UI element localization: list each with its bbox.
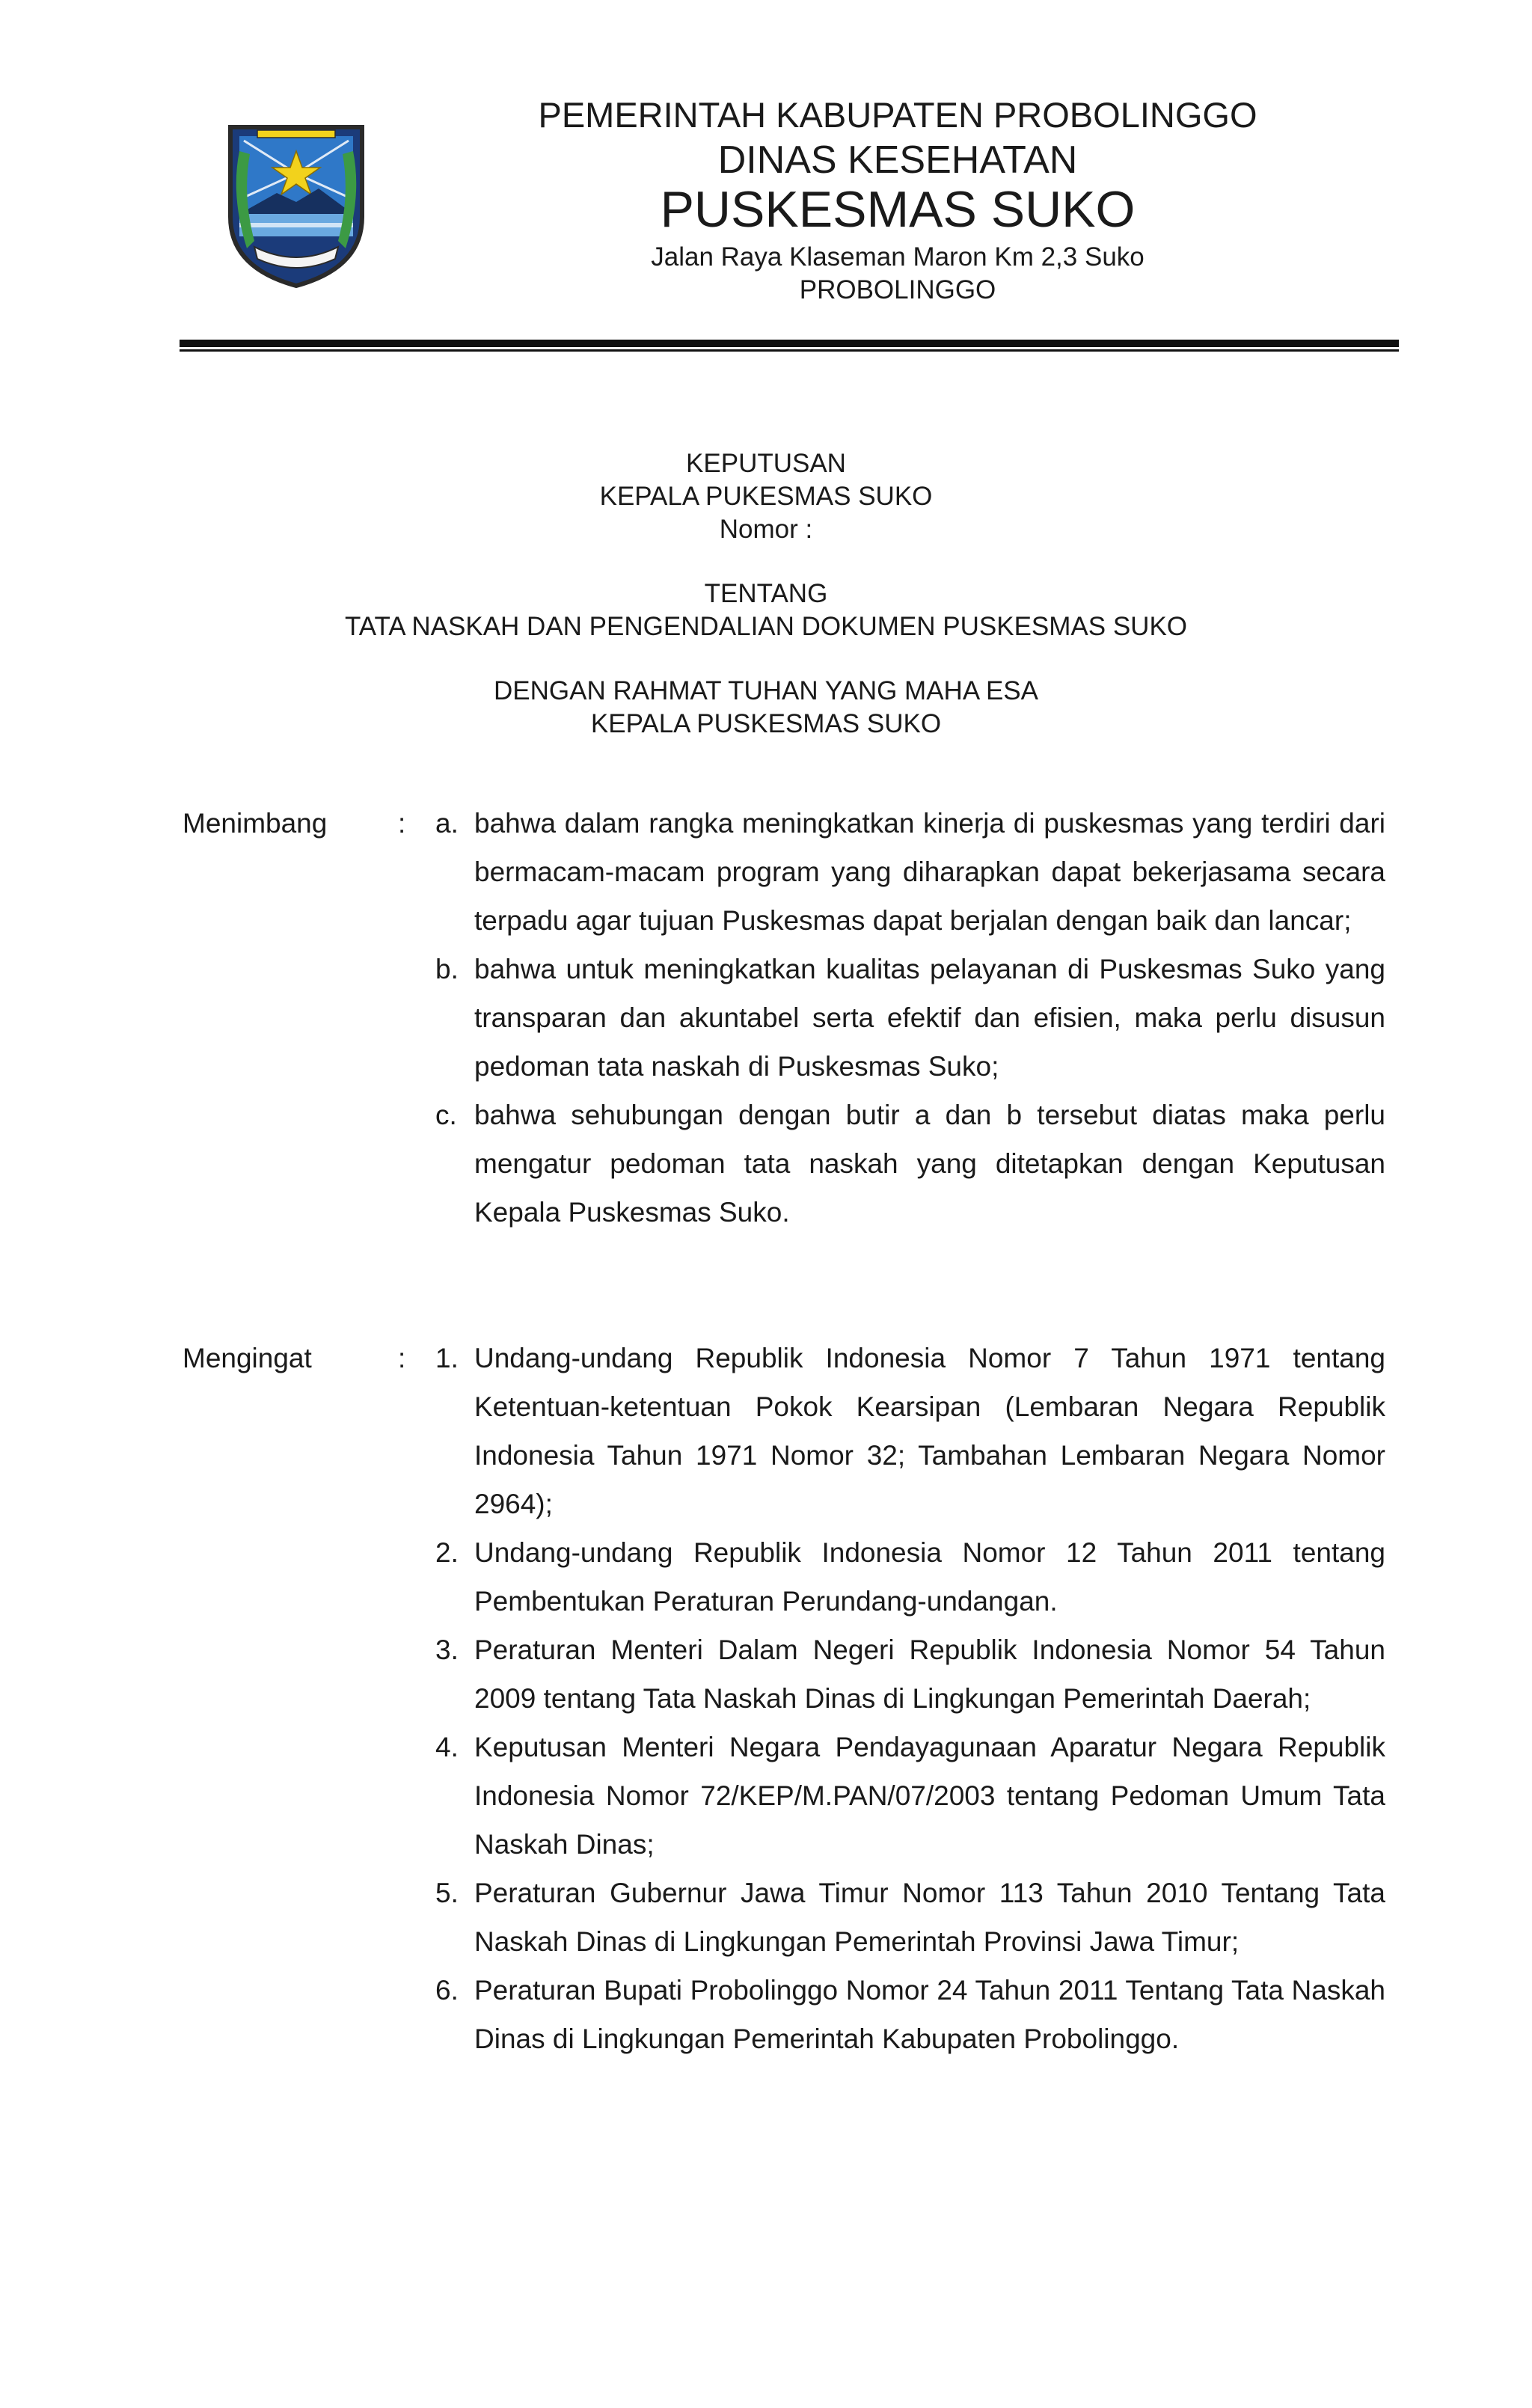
list-item-marker: a. bbox=[435, 808, 459, 839]
preamble-invocation: DENGAN RAHMAT TUHAN YANG MAHA ESA bbox=[493, 676, 1038, 705]
list-item-text: bahwa dalam rangka meningkatkan kinerja di puskesmas yang terdiri dari bermacam-macam program yang diharapkan dapat bekerjasama secara terpadu agar tujuan Puskesmas dapat berjalan dengan baik dan lancar; bbox=[474, 808, 1385, 936]
subject-label: TENTANG bbox=[704, 579, 828, 608]
list-item-marker: 5. bbox=[435, 1878, 459, 1908]
list-item bbox=[435, 799, 1385, 945]
list-item-text: Peraturan Gubernur Jawa Timur Nomor 113 Tahun 2010 Tentang Tata Naskah Dinas di Lingkungan Pemerintah Provinsi Jawa Timur; bbox=[474, 1878, 1385, 1957]
preamble-issuer: KEPALA PUSKESMAS SUKO bbox=[590, 709, 942, 738]
decree-subject bbox=[0, 578, 1532, 643]
list-item bbox=[435, 1528, 1385, 1626]
list-item-marker: 4. bbox=[435, 1732, 459, 1762]
menimbang-label: Menimbang bbox=[183, 808, 328, 839]
list-item-text: Peraturan Menteri Dalam Negeri Republik Indonesia Nomor 54 Tahun 2009 tentang Tata Naskah Dinas di Lingkungan Pemerintah Daerah; bbox=[474, 1635, 1385, 1714]
letterhead-government: PEMERINTAH KABUPATEN PROBOLINGGO bbox=[538, 95, 1257, 135]
decree-label: KEPUTUSAN bbox=[686, 449, 846, 478]
list-item-text: Peraturan Bupati Probolinggo Nomor 24 Tahun 2011 Tentang Tata Naskah Dinas di Lingkungan Pemerintah Kabupaten Probolinggo. bbox=[474, 1975, 1385, 2054]
list-item-marker: 3. bbox=[435, 1635, 459, 1665]
list-item-text: Undang-undang Republik Indonesia Nomor 7 Tahun 1971 tentang Ketentuan-ketentuan Pokok Kearsipan (Lembaran Negara Republik Indonesia Tahun 1971 Nomor 32; Tambahan Lembaran Negara Nomor 2964); bbox=[474, 1343, 1385, 1519]
subject-title: TATA NASKAH DAN PENGENDALIAN DOKUMEN PUSKESMAS SUKO bbox=[344, 612, 1188, 641]
decree-preamble bbox=[0, 675, 1532, 741]
list-item bbox=[435, 1626, 1385, 1723]
list-item-text: bahwa untuk meningkatkan kualitas pelayanan di Puskesmas Suko yang transparan dan akuntabel serta efektif dan efisien, maka perlu disusun pedoman tata naskah di Puskesmas Suko; bbox=[474, 954, 1385, 1082]
letterhead-divider-thin bbox=[180, 349, 1399, 352]
letterhead bbox=[0, 0, 1532, 359]
letterhead-department: DINAS KESEHATAN bbox=[717, 138, 1078, 182]
list-item-marker: b. bbox=[435, 954, 459, 984]
list-item bbox=[435, 1723, 1385, 1869]
letterhead-institution: PUSKESMAS SUKO bbox=[660, 181, 1136, 238]
menimbang-list bbox=[435, 799, 1385, 1237]
mengingat-list bbox=[435, 1334, 1385, 2063]
letterhead-address: Jalan Raya Klaseman Maron Km 2,3 Suko bbox=[651, 242, 1145, 272]
list-item-marker: 6. bbox=[435, 1975, 459, 2006]
decree-heading bbox=[0, 447, 1532, 546]
list-item-marker: c. bbox=[435, 1100, 457, 1130]
list-item-marker: 1. bbox=[435, 1343, 459, 1373]
mengingat-colon: : bbox=[398, 1343, 406, 1373]
list-item bbox=[435, 1334, 1385, 1528]
list-item-text: Keputusan Menteri Negara Pendayagunaan Aparatur Negara Republik Indonesia Nomor 72/KEP/M.PAN/07/2003 tentang Pedoman Umum Tata Naskah Dinas; bbox=[474, 1732, 1385, 1860]
mengingat-label: Mengingat bbox=[183, 1343, 312, 1373]
list-item bbox=[435, 1869, 1385, 1966]
list-item-text: Undang-undang Republik Indonesia Nomor 12 Tahun 2011 tentang Pembentukan Peraturan Perundang-undangan. bbox=[474, 1537, 1385, 1617]
decree-issuer: KEPALA PUKESMAS SUKO bbox=[599, 482, 933, 511]
list-item bbox=[435, 1091, 1385, 1237]
letterhead-city: PROBOLINGGO bbox=[799, 275, 996, 304]
menimbang-colon: : bbox=[398, 808, 406, 839]
decree-number: Nomor : bbox=[719, 515, 813, 544]
probolinggo-emblem-icon bbox=[224, 121, 368, 290]
list-item bbox=[435, 945, 1385, 1091]
list-item-text: bahwa sehubungan dengan butir a dan b tersebut diatas maka perlu mengatur pedoman tata naskah yang ditetapkan dengan Keputusan Kepala Puskesmas Suko. bbox=[474, 1100, 1385, 1228]
letterhead-divider-thick bbox=[180, 340, 1399, 347]
list-item-marker: 2. bbox=[435, 1537, 459, 1568]
list-item bbox=[435, 1966, 1385, 2063]
